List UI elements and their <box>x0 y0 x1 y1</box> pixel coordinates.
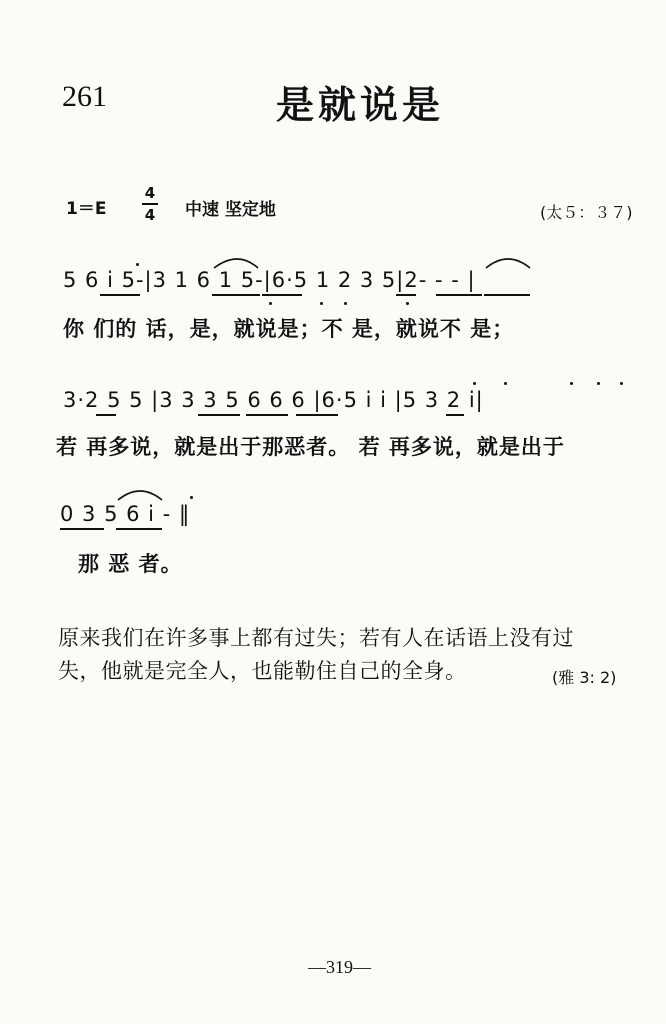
scripture-reference-top: (太５：３７) <box>540 203 633 222</box>
score-line-3-lyrics: 那 恶 者。 <box>78 552 183 576</box>
score-line-3-notes: 0 3 5 6 i - ‖ <box>60 502 191 526</box>
hymn-title: 是就说是 <box>276 83 445 127</box>
passage-line-1: 原来我们在许多事上都有过失；若有人在话语上没有过 <box>58 626 574 650</box>
page-number: —319— <box>308 957 371 977</box>
scripture-reference-bottom: (雅 3: 2) <box>552 668 617 687</box>
scripture-passage <box>58 622 574 688</box>
score-line-1-notes: 5 6 i 5-|3 1 6 1 5-|6·5 1 2 3 5|2- - - | <box>63 268 476 292</box>
slur <box>118 491 162 500</box>
meter-top: 4 <box>144 184 156 202</box>
hymn-number: 261 <box>62 80 107 113</box>
meter-bottom: 4 <box>144 206 156 224</box>
slur <box>214 259 258 268</box>
tempo-marking: 中速 坚定地 <box>185 200 276 220</box>
key-signature: 1＝E <box>66 199 107 219</box>
score-line-2-lyrics: 若 再多说，就是出于那恶者。 若 再多说，就是出于 <box>56 435 565 459</box>
score-line-2-notes: 3·2 5 5 |3 3 3 5 6 6 6 |6·5 i i |5 3 2 i| <box>63 388 484 412</box>
passage-line-2: 失，他就是完全人，也能勒住自己的全身。 <box>58 659 467 683</box>
score-line-1-lyrics: 你 们的 话，是，就说是；不 是，就说不 是； <box>63 317 515 341</box>
slur <box>486 259 530 268</box>
